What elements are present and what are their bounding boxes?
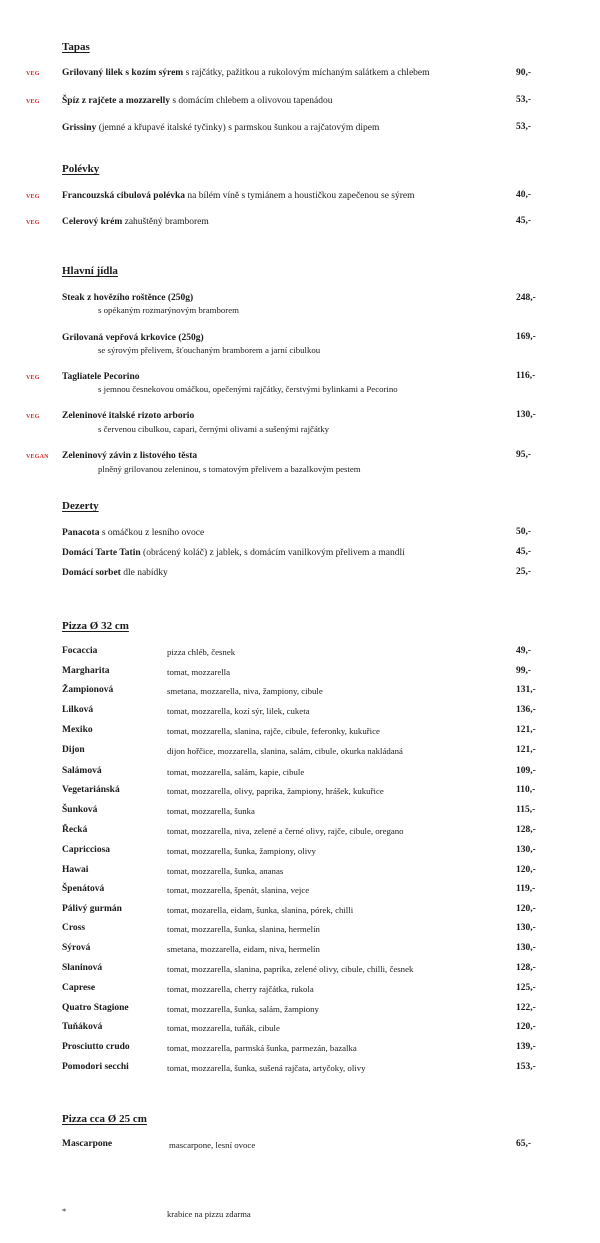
- section-heading-dezerty: Dezerty: [62, 500, 99, 512]
- item-name: Panacota: [62, 528, 100, 538]
- pizza-name: Quatro Stagione: [62, 1003, 129, 1013]
- pizza-price: 49,-: [516, 646, 532, 656]
- pizza-ingredients: tomat, mozzarella, niva, zelené a černé olivy, rajče, cibule, oregano: [167, 826, 404, 836]
- item-description: s opékaným rozmarýnovým bramborem: [98, 305, 239, 315]
- pizza-name: Cross: [62, 923, 86, 933]
- item-price: 248,-: [516, 293, 536, 303]
- item-price: 130,-: [516, 410, 536, 420]
- menu-item: [62, 67, 430, 79]
- pizza-ingredients: tomat, mozzarella, šunka, ananas: [167, 866, 284, 876]
- item-name: Francouzská cibulová polévka: [62, 191, 185, 201]
- item-description: s domácím chlebem a olivovou tapenádou: [169, 96, 333, 106]
- pizza-name: Šunková: [62, 805, 98, 815]
- item-description: s omáčkou z lesního ovoce: [99, 528, 205, 538]
- pizza-name: Hawai: [62, 865, 89, 875]
- item-name: Grilovaný lilek s kozím sýrem: [62, 68, 184, 78]
- menu-item: [62, 190, 415, 202]
- pizza-name: Capricciosa: [62, 845, 111, 855]
- pizza-name: Pomodori secchi: [62, 1062, 129, 1072]
- pizza-price: 110,-: [516, 785, 536, 795]
- menu-item: [62, 122, 379, 134]
- pizza-ingredients: pizza chléb, česnek: [167, 647, 236, 657]
- pizza-ingredients: tomat, mozzarella, slanina, paprika, zelené olivy, cibule, chilli, česnek: [167, 964, 414, 974]
- item-price: 90,-: [516, 68, 532, 78]
- pizza-price: 125,-: [516, 983, 536, 993]
- pizza-price: 121,-: [516, 725, 536, 735]
- pizza-price: 120,-: [516, 904, 536, 914]
- item-name: Grissiny: [62, 123, 97, 133]
- item-price: 25,-: [516, 567, 532, 577]
- pizza-ingredients: tomat, mozzarella, tuňák, cibule: [167, 1023, 280, 1033]
- pizza-name: Pálivý gurmán: [62, 904, 122, 914]
- pizza-price: 121,-: [516, 745, 536, 755]
- pizza-price: 99,-: [516, 666, 532, 676]
- menu-item: [62, 332, 204, 344]
- item-description: (obrácený koláč) z jablek, s domácím vanilkovým přelivem a mandlí: [140, 548, 405, 558]
- pizza-ingredients: smetana, mozzarella, eidam, niva, hermelín: [167, 944, 320, 954]
- item-name: Celerový krém: [62, 217, 123, 227]
- section-heading-pizza-25: Pizza cca Ø 25 cm: [62, 1113, 147, 1125]
- pizza-name: Prosciutto crudo: [62, 1042, 130, 1052]
- item-price: 169,-: [516, 332, 536, 342]
- pizza-name: Margharita: [62, 666, 110, 676]
- menu-item: [62, 410, 194, 422]
- item-description: dle nabídky: [120, 568, 168, 578]
- item-description: s jemnou česnekovou omáčkou, opečenými rajčátky, čerstvými bylinkami a Pecorino: [98, 384, 398, 394]
- menu-item: [62, 547, 405, 559]
- pizza-ingredients: smetana, mozzarella, niva, žampiony, cibule: [167, 686, 323, 696]
- pizza-price: 65,-: [516, 1139, 532, 1149]
- section-heading-pizza-32: Pizza Ø 32 cm: [62, 620, 129, 632]
- pizza-name: Řecká: [62, 825, 88, 835]
- menu-item: [62, 292, 193, 304]
- pizza-name: Slaninová: [62, 963, 103, 973]
- pizza-name: Tuňáková: [62, 1022, 103, 1032]
- pizza-price: 109,-: [516, 766, 536, 776]
- pizza-ingredients: tomat, mozzarella, kozí sýr, lilek, cuketa: [167, 706, 310, 716]
- pizza-price: 119,-: [516, 884, 536, 894]
- item-description: na bílém víně s tymiánem a houstičkou zapečenou se sýrem: [185, 191, 415, 201]
- pizza-price: 128,-: [516, 825, 536, 835]
- footnote-marker: *: [62, 1206, 67, 1216]
- pizza-ingredients: tomat, mozzarella, olivy, paprika, žampiony, hrášek, kukuřice: [167, 786, 384, 796]
- item-name: Zeleninový závin z listového těsta: [62, 451, 198, 461]
- pizza-price: 120,-: [516, 1022, 536, 1032]
- item-name: Tagliatele Pecorino: [62, 372, 140, 382]
- pizza-ingredients: tomat, mozzarella, šunka, žampiony, olivy: [167, 846, 316, 856]
- pizza-name: Focaccia: [62, 646, 98, 656]
- pizza-name: Mexiko: [62, 725, 93, 735]
- item-price: 53,-: [516, 122, 532, 132]
- pizza-name: Vegetariánská: [62, 785, 120, 795]
- pizza-price: 130,-: [516, 923, 536, 933]
- pizza-name: Salámová: [62, 766, 102, 776]
- footnote-text: krabice na pizzu zdarma: [167, 1209, 251, 1219]
- item-name: Zeleninové italské rizoto arborio: [62, 411, 195, 421]
- pizza-name: Žampionová: [62, 685, 114, 695]
- pizza-price: 139,-: [516, 1042, 536, 1052]
- veg-tag: VEG: [26, 194, 40, 200]
- item-description: se sýrovým přelivem, šťouchaným bramborem a jarní cibulkou: [98, 345, 321, 355]
- section-heading-hlavni-jidla: Hlavní jídla: [62, 265, 118, 277]
- item-price: 40,-: [516, 190, 532, 200]
- pizza-price: 153,-: [516, 1062, 536, 1072]
- item-name: Špíz z rajčete a mozzarelly: [62, 96, 170, 106]
- item-name: Steak z hovězího roštěnce (250g): [62, 293, 194, 303]
- item-price: 53,-: [516, 95, 532, 105]
- pizza-ingredients: tomat, mozzarella, šunka, sušená rajčata, artyčoky, olivy: [167, 1063, 366, 1073]
- veg-tag: VEG: [26, 99, 40, 105]
- menu-item: [62, 216, 209, 228]
- item-name: Domácí Tarte Tatin: [62, 548, 141, 558]
- pizza-price: 128,-: [516, 963, 536, 973]
- veg-tag: VEG: [26, 71, 40, 77]
- section-heading-tapas: Tapas: [62, 41, 90, 53]
- pizza-price: 122,-: [516, 1003, 536, 1013]
- item-description: zahuštěný bramborem: [122, 217, 209, 227]
- pizza-name: Lilková: [62, 705, 94, 715]
- item-description: s červenou cibulkou, capari, černými olivami a sušenými rajčátky: [98, 424, 330, 434]
- pizza-price: 130,-: [516, 943, 536, 953]
- pizza-price: 120,-: [516, 865, 536, 875]
- menu-item: [62, 450, 197, 462]
- pizza-ingredients: tomat, mozzarella, salám, kapie, cibule: [167, 767, 305, 777]
- pizza-name: Mascarpone: [62, 1139, 113, 1149]
- item-description: s rajčátky, pažitkou a rukolovým míchaným salátkem a chlebem: [183, 68, 430, 78]
- menu-item: [62, 527, 204, 539]
- pizza-ingredients: tomat, mozzarella, cherry rajčátka, rukola: [167, 984, 314, 994]
- item-description: plněný grilovanou zeleninou, s tomatovým přelivem a bazalkovým pestem: [98, 464, 361, 474]
- veg-tag: VEG: [26, 414, 40, 420]
- pizza-ingredients: dijon hořčice, mozzarella, slanina, salám, cibule, okurka nakládaná: [167, 746, 403, 756]
- veg-tag: VEG: [26, 375, 40, 381]
- item-price: 45,-: [516, 547, 532, 557]
- pizza-ingredients: tomat, mozzarella: [167, 667, 231, 677]
- pizza-ingredients: tomat, mozzarella, šunka, salám, žampiony: [167, 1004, 319, 1014]
- pizza-name: Špenátová: [62, 884, 105, 894]
- pizza-price: 130,-: [516, 845, 536, 855]
- menu-item: [62, 371, 139, 383]
- veg-tag: VEG: [26, 220, 40, 226]
- menu-item: [62, 95, 333, 107]
- item-description: (jemné a křupavé italské tyčinky) s parmskou šunkou a rajčatovým dipem: [96, 123, 380, 133]
- pizza-ingredients: tomat, mozzarella, šunka, slanina, hermelín: [167, 924, 320, 934]
- pizza-ingredients: tomat, mozzarella, šunka: [167, 806, 255, 816]
- pizza-price: 131,-: [516, 685, 536, 695]
- pizza-name: Dijon: [62, 745, 85, 755]
- pizza-name: Caprese: [62, 983, 96, 993]
- pizza-ingredients: mascarpone, lesní ovoce: [169, 1140, 256, 1150]
- pizza-ingredients: tomat, mozzarella, slanina, rajče, cibule, feferonky, kukuřice: [167, 726, 380, 736]
- section-heading-polevky: Polévky: [62, 163, 100, 175]
- item-price: 50,-: [516, 527, 532, 537]
- item-price: 116,-: [516, 371, 536, 381]
- pizza-price: 115,-: [516, 805, 536, 815]
- item-price: 45,-: [516, 216, 532, 226]
- item-name: Grilovaná vepřová krkovice (250g): [62, 333, 204, 343]
- menu-item: [62, 567, 168, 579]
- vegan-tag: VEGAN: [26, 454, 49, 460]
- pizza-name: Sýrová: [62, 943, 91, 953]
- pizza-ingredients: tomat, mozarella, eidam, šunka, slanina, pórek, chilli: [167, 905, 354, 915]
- item-price: 95,-: [516, 450, 532, 460]
- pizza-ingredients: tomat, mozzarella, špenát, slanina, vejce: [167, 885, 310, 895]
- item-name: Domácí sorbet: [62, 568, 121, 578]
- pizza-price: 136,-: [516, 705, 536, 715]
- pizza-ingredients: tomat, mozzarella, parmská šunka, parmezán, bazalka: [167, 1043, 357, 1053]
